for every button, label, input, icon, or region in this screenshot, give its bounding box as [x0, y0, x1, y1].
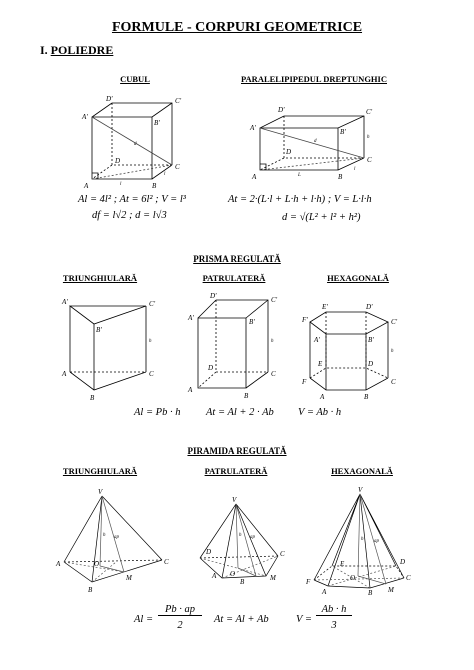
vertex-label: D [286, 148, 292, 156]
edge-label: h [361, 537, 364, 542]
vertex-label: O [350, 574, 356, 582]
vertex-label: B' [340, 128, 346, 136]
pyramid-formula-v-lhs: V = [296, 614, 312, 625]
cube-label: CUBUL [120, 74, 150, 84]
vertex-label: C' [366, 108, 373, 116]
vertex-label: M [126, 574, 132, 582]
edge-label: h [239, 533, 242, 538]
edge-label: h [271, 339, 274, 344]
cube-formula-1: Al = 4l² ; At = 6l² ; V = l³ [78, 194, 186, 205]
pyramid-formula-al-lhs: Al = [134, 614, 154, 625]
vertex-label: C [164, 558, 169, 566]
vertex-label: E' [322, 303, 328, 311]
prism-hex-label: HEXAGONALĂ [327, 273, 389, 283]
pyramid-quad-label: PATRULATERĂ [204, 466, 268, 476]
vertex-label: F' [302, 316, 308, 324]
pyramid-triangular-diagram [56, 486, 172, 596]
prism-quadrilateral-diagram [186, 292, 286, 404]
pyramid-hex-label: HEXAGONALĂ [331, 466, 393, 476]
section-name: POLIEDRE [50, 43, 114, 57]
pyramid-tri-label: TRIUNGHIULARĂ [62, 466, 138, 476]
vertex-label: A [212, 572, 217, 580]
edge-label: l [164, 172, 166, 177]
vertex-label: D' [210, 292, 217, 300]
pyramid-hexagonal-diagram [306, 486, 422, 596]
cuboid-formula-1: At = 2·(L·l + L·h + l·h) ; V = L·l·h [228, 194, 372, 205]
vertex-label: B' [368, 336, 374, 344]
section-number: I. [40, 43, 48, 57]
prism-formula-v: V = Ab · h [298, 407, 342, 418]
vertex-label: D' [366, 303, 373, 311]
pyramid-formula-al-denominator: 2 [177, 620, 183, 631]
vertex-label: D [400, 558, 406, 566]
prism-hexagonal-diagram [302, 300, 414, 400]
cube-diagram [80, 95, 200, 195]
vertex-label: A [84, 182, 89, 190]
vertex-label: A [62, 370, 67, 378]
vertex-label: D [208, 364, 214, 372]
vertex-label: A' [188, 314, 194, 322]
vertex-label: M [388, 586, 394, 594]
vertex-label: V [98, 488, 103, 496]
vertex-label: C [175, 163, 180, 171]
vertex-label: C [391, 378, 396, 386]
vertex-label: C [367, 156, 372, 164]
vertex-label: B [240, 578, 245, 586]
section-heading [40, 43, 113, 58]
cuboid-diagram [250, 100, 390, 180]
vertex-label: D [115, 157, 121, 165]
vertex-label: B [88, 586, 93, 594]
vertex-label: D [206, 548, 212, 556]
pyramid-formula-al-numerator: Pb · ap [158, 604, 202, 616]
vertex-label: C' [271, 296, 278, 304]
vertex-label: A [322, 588, 327, 596]
edge-label: ap [250, 535, 255, 540]
prism-tri-label: TRIUNGHIULARĂ [62, 273, 138, 283]
cuboid-label: PARALELIPIPEDUL DREPTUNGHIC [240, 74, 387, 84]
cube-formula-2: df = l√2 ; d = l√3 [92, 210, 167, 221]
vertex-label: A' [62, 298, 68, 306]
vertex-label: B [364, 393, 369, 401]
pyramid-formula-v-denominator: 3 [331, 620, 337, 631]
vertex-label: B [338, 173, 343, 181]
vertex-label: C [149, 370, 154, 378]
vertex-label: A [252, 173, 257, 181]
prism-header: PRISMA REGULATĂ [193, 254, 281, 264]
edge-label: d [134, 142, 137, 147]
pyramid-header: PIRAMIDA REGULATĂ [187, 446, 287, 456]
edge-label: d [314, 139, 317, 144]
pyramid-formula-at: At = Al + Ab [214, 614, 269, 625]
vertex-label: A [320, 393, 325, 401]
vertex-label: A' [82, 113, 88, 121]
vertex-label: O [230, 570, 236, 578]
vertex-label: M [270, 574, 276, 582]
vertex-label: A [56, 560, 61, 568]
vertex-label: E [340, 560, 345, 568]
edge-label: l [120, 182, 122, 187]
edge-label: ap [114, 535, 119, 540]
vertex-label: F [306, 578, 311, 586]
vertex-label: B [152, 182, 157, 190]
vertex-label: D [368, 360, 374, 368]
vertex-label: V [358, 486, 363, 494]
prism-triangular-diagram [62, 296, 162, 406]
prism-quad-label: PATRULATERĂ [202, 273, 266, 283]
vertex-label: D' [106, 95, 113, 103]
vertex-label: B' [249, 318, 255, 326]
vertex-label: B [368, 589, 373, 597]
edge-label: ap [374, 539, 379, 544]
vertex-label: E [318, 360, 323, 368]
vertex-label: C [271, 370, 276, 378]
vertex-label: A' [250, 124, 256, 132]
edge-label: h [149, 339, 152, 344]
prism-formula-at: At = Al + 2 · Ab [206, 407, 274, 418]
vertex-label: V [232, 496, 237, 504]
edge-label: L [298, 173, 301, 178]
vertex-label: F [302, 378, 307, 386]
vertex-label: B [244, 392, 249, 400]
vertex-label: C [406, 574, 411, 582]
pyramid-quadrilateral-diagram [192, 496, 292, 588]
prism-formula-al: Al = Pb · h [134, 407, 181, 418]
vertex-label: B' [154, 119, 160, 127]
page-title: FORMULE - CORPURI GEOMETRICE [111, 20, 363, 35]
vertex-label: C' [149, 300, 156, 308]
edge-label: h [367, 135, 370, 140]
edge-label: l [354, 167, 356, 172]
edge-label: h [391, 349, 394, 354]
vertex-label: C' [391, 318, 398, 326]
edge-label: h [103, 533, 106, 538]
vertex-label: B' [96, 326, 102, 334]
vertex-label: A [188, 386, 193, 394]
vertex-label: A' [314, 336, 320, 344]
vertex-label: B [90, 394, 95, 402]
vertex-label: C [280, 550, 285, 558]
vertex-label: D' [278, 106, 285, 114]
vertex-label: C' [175, 97, 182, 105]
cuboid-formula-2: d = √(L² + l² + h²) [282, 212, 361, 223]
vertex-label: O [94, 560, 100, 568]
pyramid-formula-v-numerator: Ab · h [316, 604, 352, 616]
